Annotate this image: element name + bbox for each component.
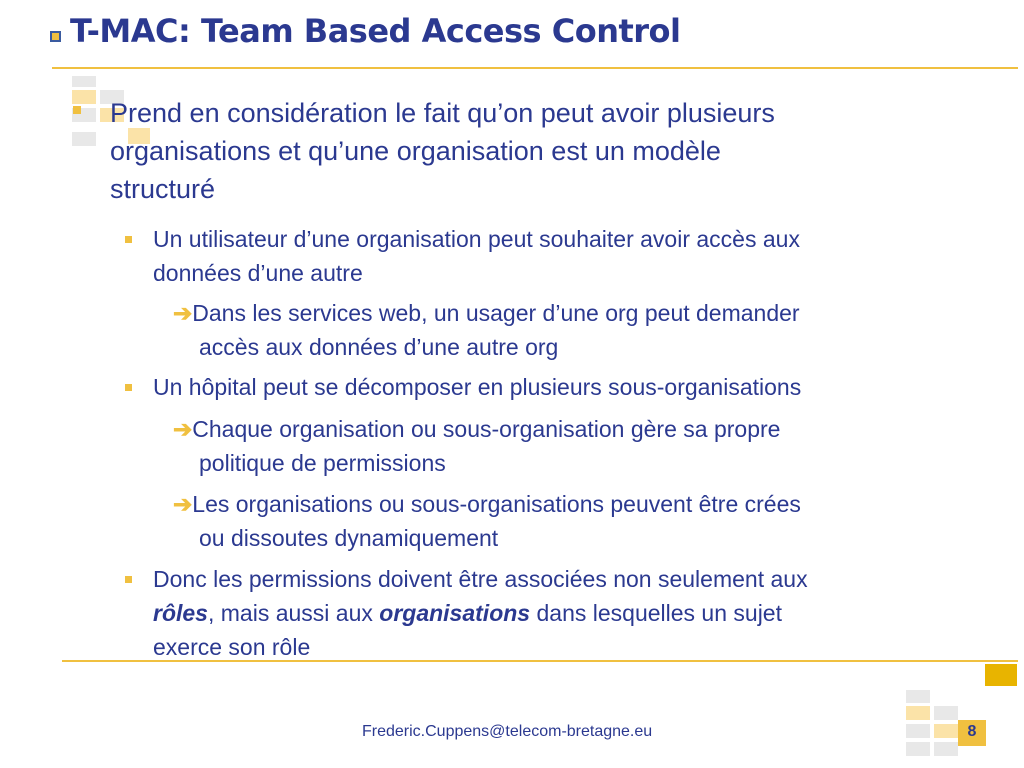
decor-square (934, 724, 958, 738)
sub-bullet (153, 222, 800, 290)
decor-square (906, 706, 930, 720)
decor-square (906, 724, 930, 738)
decor-square (72, 132, 96, 146)
arrow-item-line: Les organisations ou sous-organisations peuvent être crées (192, 491, 801, 517)
arrow-right-icon: ➔ (173, 491, 193, 517)
main-bullet-line: organisations et qu’une organisation est un modèle (110, 136, 721, 166)
main-bullet (110, 94, 775, 208)
decor-square (934, 742, 958, 756)
sub-bullet-text: , mais aussi aux (207, 600, 380, 626)
decor-square (985, 664, 1017, 686)
page-number-badge (958, 720, 986, 746)
decor-square (906, 742, 930, 756)
emphasis-roles: rôles (153, 600, 208, 626)
sub-bullet-line: exerce son rôle (153, 634, 311, 660)
bullet-square-icon (73, 106, 81, 114)
bullet-square-icon (125, 384, 132, 391)
arrow-right-icon: ➔ (173, 416, 193, 442)
sub-bullet (153, 562, 808, 664)
sub-bullet-line: Un hôpital peut se décomposer en plusieurs sous-organisations (153, 374, 802, 400)
title-divider (52, 67, 1018, 69)
bullet-square-icon (125, 236, 132, 243)
main-bullet-line: Prend en considération le fait qu’on peut avoir plusieurs (110, 98, 775, 128)
decor-square (906, 690, 930, 703)
arrow-item-line: Dans les services web, un usager d’une org peut demander (192, 300, 800, 326)
title-bullet-icon (50, 31, 61, 42)
arrow-item-line: politique de permissions (199, 450, 446, 476)
arrow-item-line: ou dissoutes dynamiquement (199, 525, 499, 551)
slide-title: T-MAC: Team Based Access Control (70, 12, 681, 50)
footer-divider (62, 660, 1018, 662)
sub-bullet-line: Un utilisateur d’une organisation peut souhaiter avoir accès aux (153, 226, 800, 252)
sub-bullet-line: données d’une autre (153, 260, 363, 286)
sub-bullet-text: dans lesquelles un sujet (530, 600, 782, 626)
bullet-square-icon (125, 576, 132, 583)
sub-bullet (153, 370, 801, 404)
arrow-item-line: Chaque organisation ou sous-organisation gère sa propre (192, 416, 781, 442)
arrow-item (173, 296, 800, 364)
decor-square (934, 706, 958, 720)
arrow-item (173, 487, 801, 555)
arrow-item-line: accès aux données d’une autre org (199, 334, 559, 360)
main-bullet-line: structuré (110, 174, 216, 204)
emphasis-organisations: organisations (379, 600, 531, 626)
decor-square (72, 76, 96, 87)
decor-square (72, 90, 96, 104)
footer-email: Frederic.Cuppens@telecom-bretagne.eu (362, 723, 653, 740)
arrow-item (173, 412, 780, 480)
arrow-right-icon: ➔ (173, 300, 193, 326)
sub-bullet-line: Donc les permissions doivent être associées non seulement aux (153, 566, 808, 592)
page-number: 8 (967, 723, 977, 740)
